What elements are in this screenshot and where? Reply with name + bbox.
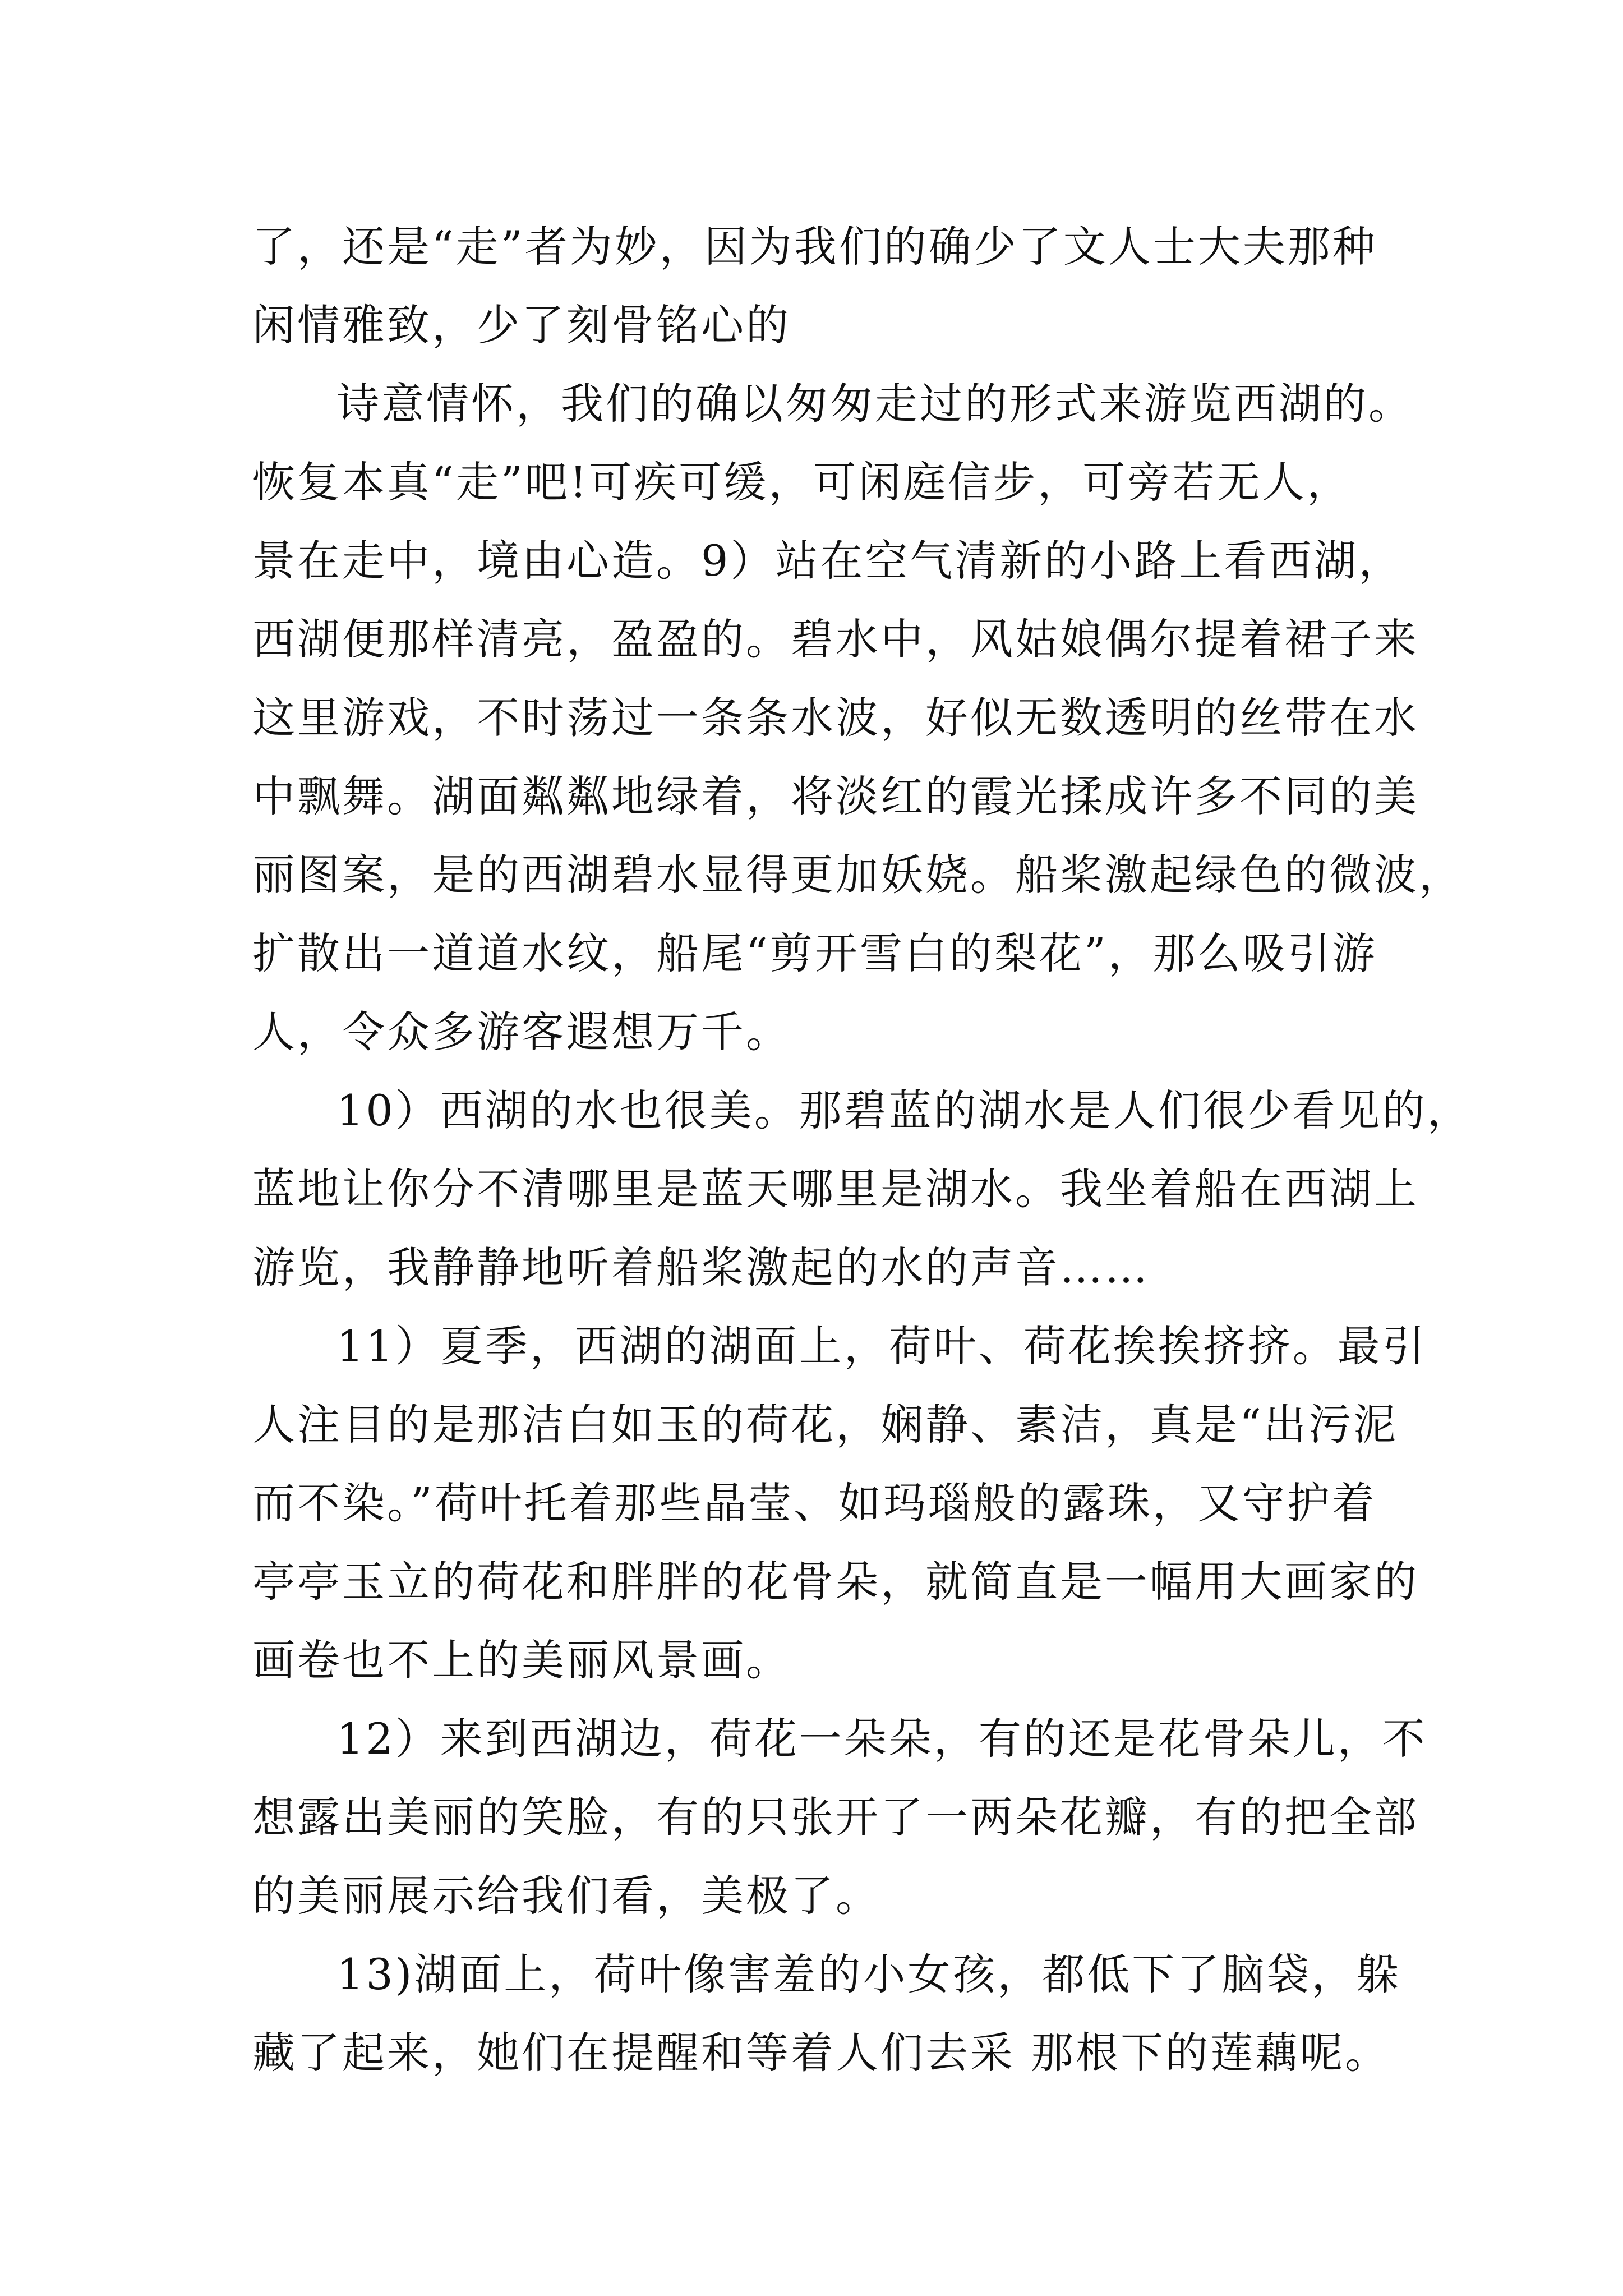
text-line-12: 10）西湖的水也很美。那碧蓝的湖水是人们很少看见的， — [336, 1085, 1472, 1135]
text-line-10: 扩散出一道道水纹，船尾“剪开雪白的梨花”，那么吸引游 — [252, 928, 1377, 978]
text-line-16: 人注目的是那洁白如玉的荷花，娴静、素洁，真是“出污泥 — [252, 1400, 1398, 1450]
text-line-1: 了，还是“走”者为妙，因为我们的确少了文人士大夫那种 — [252, 222, 1377, 272]
text-line-13: 蓝地让你分不清哪里是蓝天哪里是湖水。我坐着船在西湖上 — [252, 1164, 1419, 1214]
text-line-24: 藏了起来，她们在提醒和等着人们去采 那根下的莲藕呢。 — [252, 2028, 1390, 2078]
text-line-5: 景在走中，境由心造。9）站在空气清新的小路上看西湖， — [252, 536, 1404, 586]
text-line-15: 11）夏季，西湖的湖面上，荷叶、荷花挨挨挤挤。最引 — [336, 1321, 1427, 1371]
text-line-11: 人，令众多游客遐想万千。 — [252, 1007, 791, 1057]
text-line-17: 而不染。”荷叶托着那些晶莹、如玛瑙般的露珠，又守护着 — [252, 1478, 1377, 1528]
text-line-4: 恢复本真“走”吧!可疾可缓，可闲庭信步，可旁若无人， — [252, 457, 1352, 507]
text-line-8: 中飘舞。湖面粼粼地绿着，将淡红的霞光揉成许多不同的美 — [252, 771, 1419, 821]
text-line-9: 丽图案，是的西湖碧水显得更加妖娆。船桨激起绿色的微波， — [252, 850, 1464, 900]
text-line-21: 想露出美丽的笑脸，有的只张开了一两朵花瓣，有的把全部 — [252, 1792, 1419, 1842]
text-line-7: 这里游戏，不时荡过一条条水波，好似无数透明的丝带在水 — [252, 693, 1419, 743]
text-line-14: 游览，我静静地听着船桨激起的水的声音…… — [252, 1243, 1150, 1292]
text-line-6: 西湖便那样清亮，盈盈的。碧水中，风姑娘偶尔提着裙子来 — [252, 614, 1419, 664]
text-line-3: 诗意情怀，我们的确以匆匆走过的形式来游览西湖的。 — [336, 379, 1413, 429]
text-line-22: 的美丽展示给我们看，美极了。 — [252, 1871, 880, 1921]
text-line-19: 画卷也不上的美丽风景画。 — [252, 1635, 791, 1685]
text-line-18: 亭亭玉立的荷花和胖胖的花骨朵，就简直是一幅用大画家的 — [252, 1557, 1419, 1607]
text-line-23: 13)湖面上，荷叶像害羞的小女孩，都低下了脑袋，躲 — [336, 1949, 1401, 1999]
text-line-2: 闲情雅致，少了刻骨铭心的 — [252, 300, 791, 350]
text-line-20: 12）来到西湖边，荷花一朵朵，有的还是花骨朵儿，不 — [336, 1714, 1427, 1764]
